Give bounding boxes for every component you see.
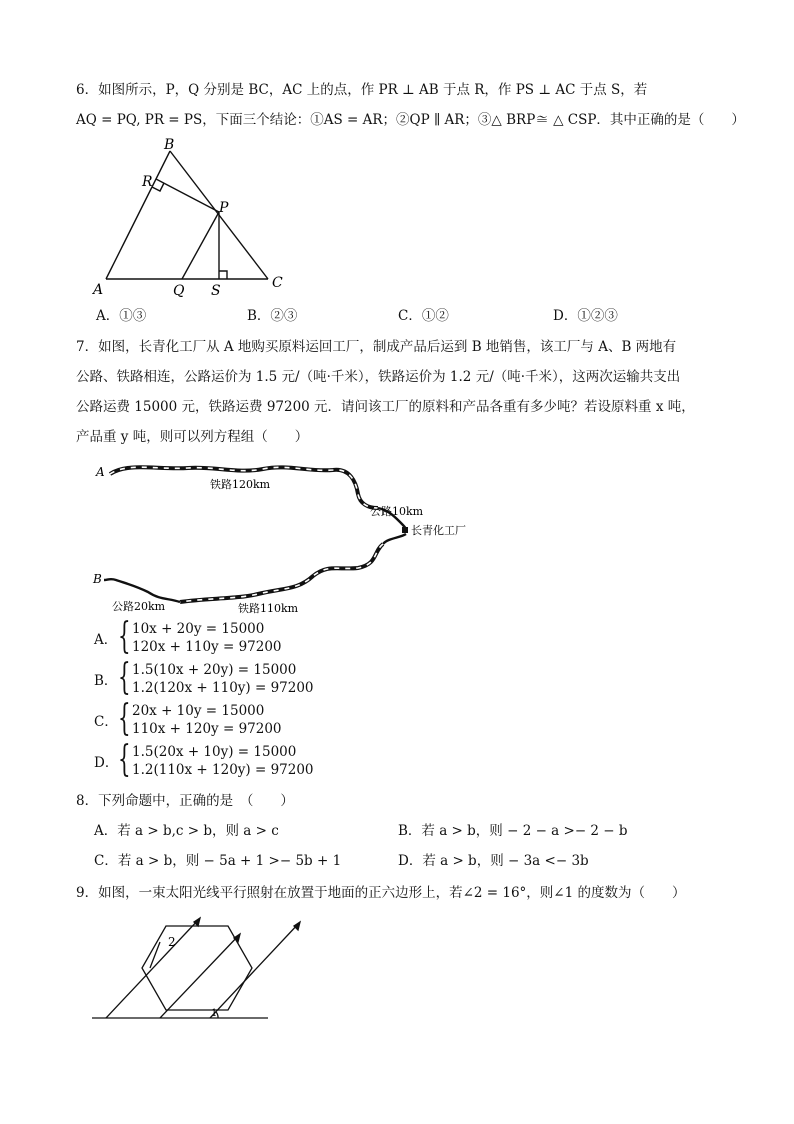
map-label-road-bottom: 公路20km [112, 600, 166, 613]
map-label-rail-top: 铁路120km [210, 478, 271, 491]
arrow-icon [294, 922, 300, 930]
road-bottom-path [383, 534, 406, 544]
q6-stem-line1: 6．如图所示，P，Q 分别是 BC，AC 上的点，作 PR ⊥ AB 于点 R，作 PS ⊥ AC 于点 S，若 [76, 82, 648, 98]
label-Q: Q [173, 283, 185, 299]
q7-option-c-eq1: 20x + 10y = 15000 [132, 703, 265, 719]
q7-stem-line4: 产品重 y 吨，则可以列方程组（ ） [76, 429, 309, 445]
brace-icon: { [118, 657, 131, 698]
q7-option-b[interactable] [94, 657, 314, 698]
ray-3 [210, 922, 300, 1018]
brace-icon: { [118, 698, 131, 739]
arrow-icon [194, 918, 200, 926]
q8-stem: 8．下列命题中，正确的是 （ ） [76, 793, 294, 809]
q7-option-b-eq1: 1.5(10x + 20y) = 15000 [132, 662, 297, 678]
q7-option-a-eq2: 120x + 110y = 97200 [132, 639, 282, 655]
q8-option-d[interactable]: D．若 a > b，则 − 3a <− 3b [398, 853, 589, 869]
q7-route-map [88, 452, 488, 618]
brace-icon: { [118, 739, 131, 780]
q7-option-b-eq2: 1.2(120x + 110y) = 97200 [132, 680, 314, 696]
segment-PR [156, 179, 219, 212]
label-A: A [93, 282, 104, 298]
right-angle-S [219, 271, 227, 279]
q7-option-c[interactable] [94, 698, 282, 739]
q8-option-a[interactable]: A．若 a > b,c > b，则 a > c [94, 823, 279, 839]
label-R: R [142, 174, 153, 190]
rail-bottom-path [180, 544, 383, 602]
q7-option-d-eq2: 1.2(110x + 120y) = 97200 [132, 762, 314, 778]
q7-option-a-eq1: 10x + 20y = 15000 [132, 621, 265, 637]
q7-option-d-system [118, 739, 338, 784]
q6-triangle-figure [88, 134, 298, 304]
ray-1 [106, 918, 200, 1018]
q7-option-d-letter: D． [94, 755, 119, 771]
label-B: B [164, 137, 175, 153]
q7-option-a[interactable] [94, 616, 282, 657]
q7-option-d-eq1: 1.5(20x + 10y) = 15000 [132, 744, 297, 760]
q7-stem-line1: 7．如图，长青化工厂从 A 地购买原料运回工厂，制成产品后运到 B 地销售，该工厂与 A、B 两地有 [76, 339, 677, 355]
q6-stem-line2: AQ = PQ, PR = PS，下面三个结论：①AS = AR；②QP ∥ AR；③△ BRP≅ △ CSP．其中正确的是（ ） [76, 112, 745, 128]
map-label-road-top: 公路10km [370, 505, 424, 518]
brace-icon: { [118, 616, 131, 657]
q8-option-c[interactable]: C．若 a > b，则 − 5a + 1 >− 5b + 1 [94, 853, 342, 869]
label-S: S [211, 283, 221, 299]
q7-option-d[interactable] [94, 739, 314, 780]
label-P: P [219, 200, 229, 216]
map-label-factory: 长青化工厂 [411, 524, 466, 537]
q7-option-a-system [118, 616, 318, 661]
segment-PQ [182, 212, 219, 279]
q7-option-b-system [118, 657, 338, 702]
q6-option-d[interactable]: D．①②③ [553, 308, 618, 324]
factory-marker [402, 527, 408, 533]
label-C: C [272, 275, 283, 291]
q9-stem: 9．如图，一束太阳光线平行照射在放置于地面的正六边形上，若∠2 = 16°，则∠1 的度数为（ ） [76, 885, 686, 901]
q7-option-c-eq2: 110x + 120y = 97200 [132, 721, 282, 737]
q6-option-a[interactable]: A．①③ [96, 308, 147, 324]
road-bottom-path-2 [104, 579, 180, 602]
q7-option-c-letter: C． [94, 714, 118, 730]
label-angle-1: 1 [211, 1008, 218, 1019]
q7-stem-line2: 公路、铁路相连，公路运价为 1.5 元/（吨·千米），铁路运价为 1.2 元/（吨·千米），这两次运输共支出 [76, 369, 681, 385]
q8-option-b[interactable]: B．若 a > b，则 − 2 − a >− 2 − b [398, 823, 628, 839]
q7-option-a-letter: A． [94, 632, 118, 648]
q6-option-c[interactable]: C．①② [398, 308, 449, 324]
q6-option-b[interactable]: B．②③ [247, 308, 298, 324]
map-label-rail-bottom: 铁路110km [238, 602, 299, 615]
q7-stem-line3: 公路运费 15000 元，铁路运费 97200 元．请问该工厂的原料和产品各重有多少吨？若设原料重 x 吨， [76, 399, 695, 415]
side-AB [106, 151, 170, 279]
map-label-B: B [93, 572, 102, 586]
rail-bottom-ties [180, 544, 383, 602]
map-label-A: A [96, 465, 105, 479]
q7-option-b-letter: B． [94, 673, 118, 689]
label-angle-2: 2 [168, 935, 176, 949]
q7-option-c-system [118, 698, 318, 743]
q9-hexagon-figure [90, 912, 310, 1028]
arrow-icon [234, 934, 240, 942]
